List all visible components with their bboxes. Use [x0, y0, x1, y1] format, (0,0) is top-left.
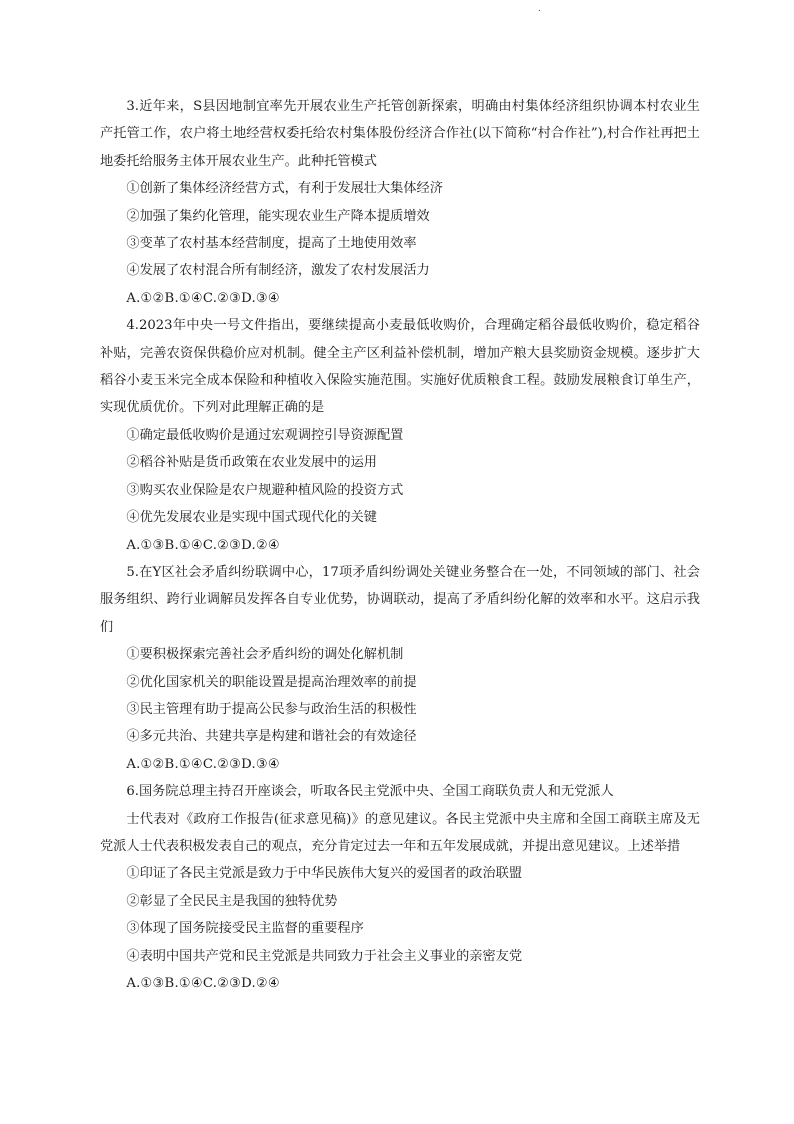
question-stem-continued: 士代表对《政府工作报告(征求意见稿)》的意见建议。各民主党派中央主席和全国工商联主席及无党派人士代表积极发表自己的观点，充分肯定过去一年和五年发展成就，并提出意见建议。上述举措: [100, 811, 700, 854]
option-3: ③购买农业保险是农户规避种植风险的投资方式: [126, 482, 404, 498]
answer-choices: A.①③B.①④C.②③D.②④: [126, 537, 280, 553]
option-4: ④表明中国共产党和民主党派是共同致力于社会主义事业的亲密友党: [126, 948, 523, 964]
option-1: ①确定最低收购价是通过宏观调控引导资源配置: [126, 427, 404, 443]
option-1: ①创新了集体经济经营方式，有利于发展壮大集体经济: [126, 181, 443, 197]
option-2: ②彰显了全民民主是我国的独特优势: [126, 893, 338, 909]
option-2: ②优化国家机关的职能设置是提高治理效率的前提: [126, 674, 417, 690]
question-6: [100, 778, 700, 997]
option-3: ③体现了国务院接受民主监督的重要程序: [126, 921, 364, 937]
question-5: [100, 559, 700, 778]
question-stem: 6.国务院总理主持召开座谈会，听取各民主党派中央、全国工商联负责人和无党派人: [126, 784, 614, 800]
option-4: ④发展了农村混合所有制经济，激发了农村发展活力: [126, 263, 430, 279]
option-4: ④多元共治、共建共享是构建和谐社会的有效途径: [126, 729, 417, 745]
answer-choices: A.①②B.①④C.②③D.③④: [126, 756, 280, 772]
question-stem: 3.近年来，S县因地制宜率先开展农业生产托管创新探索，明确由村集体经济组织协调本村农业生产托管工作，农户将土地经营权委托给农村集体股份经济合作社(以下简称“村合作社”),村合作社再把土地委托给服务主体开展农业生产。此种托管模式: [100, 99, 700, 169]
option-3: ③变革了农村基本经营制度，提高了土地使用效率: [126, 236, 417, 252]
option-4: ④优先发展农业是实现中国式现代化的关键: [126, 510, 377, 526]
question-stem: 5.在Y区社会矛盾纠纷联调中心，17项矛盾纠纷调处关键业务整合在一处，不同领域的部门、社会服务组织、跨行业调解员发挥各自专业优势，协调联动，提高了矛盾纠纷化解的效率和水平。这启示我们: [100, 564, 700, 635]
answer-choices: A.①②B.①④C.②③D.③④: [126, 290, 280, 306]
option-2: ②加强了集约化管理，能实现农业生产降本提质增效: [126, 208, 430, 224]
header-dot: .: [538, 4, 541, 14]
option-2: ②稻谷补贴是货币政策在农业发展中的运用: [126, 455, 377, 471]
question-4: [100, 312, 700, 559]
question-stem: 4.2023年中央一号文件指出，要继续提高小麦最低收购价，合理确定稻谷最低收购价，稳定稻谷补贴，完善农资保供稳价应对机制。健全主产区利益补偿机制，增加产粮大县奖励资金规模。逐步扩大稻谷小麦玉米完全成本保险和种植收入保险实施范围。实施好优质粮食工程。鼓励发展粮食订单生产，实现优质优价。下列对此理解正确的是: [100, 318, 700, 416]
question-3: [100, 93, 700, 312]
option-1: ①要积极探索完善社会矛盾纠纷的调处化解机制: [126, 647, 404, 663]
question-list: [100, 93, 700, 997]
option-1: ①印证了各民主党派是致力于中华民族伟大复兴的爱国者的政治联盟: [126, 866, 523, 882]
answer-choices: A.①③B.①④C.②③D.②④: [126, 976, 280, 991]
option-3: ③民主管理有助于提高公民参与政治生活的积极性: [126, 701, 417, 717]
